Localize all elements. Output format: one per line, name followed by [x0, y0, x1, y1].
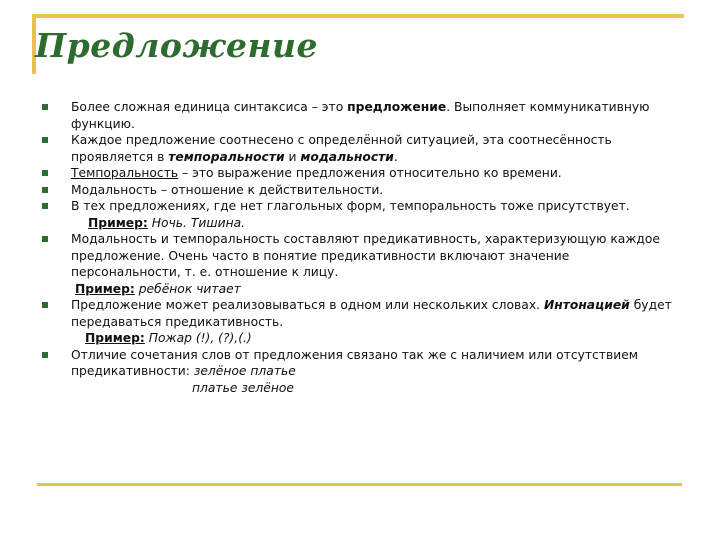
bullet-text: Более сложная единица синтаксиса – это [71, 100, 348, 114]
bullet-item [42, 231, 682, 297]
example-line [71, 281, 682, 298]
bullet-text: Модальность и темпоральность составляют предикативность, характеризующую каждое предложение. Очень часто в понятие предикативности включают значение персональности, т. е. отношение к лицу. [71, 232, 661, 279]
example-line [71, 215, 682, 232]
example-text: Ночь. Тишина. [147, 215, 246, 230]
term-bold-italic: Интонацией [543, 298, 630, 312]
example-label: Пример: [85, 331, 145, 345]
bullet-square-icon [42, 137, 48, 143]
example-label: Пример: [75, 281, 135, 296]
example-line: платье зелёное [192, 380, 294, 395]
example-text: зелёное платье [193, 364, 296, 378]
bullet-text: – это выражение предложения относительно ко времени. [178, 166, 562, 180]
term-underlined: Темпоральность [71, 166, 179, 180]
bullet-item [42, 182, 682, 199]
term-bold-italic: темпоральности [168, 149, 285, 164]
bullet-text: Модальность – отношение к действительности. [71, 182, 384, 197]
bullet-square-icon [42, 203, 48, 209]
frame-bottom-line [37, 483, 682, 486]
bullet-item [42, 347, 682, 397]
example-text: ребёнок читает [134, 281, 241, 296]
bullet-square-icon [42, 104, 48, 110]
bullet-item [42, 132, 682, 165]
bullet-square-icon [42, 236, 48, 242]
bullet-text: В тех предложениях, где нет глагольных форм, темпоральность тоже присутствует. [71, 199, 630, 213]
bullet-text: будет передаваться предикативность. [71, 298, 672, 329]
bullet-square-icon [42, 352, 48, 358]
example-line [71, 330, 682, 347]
term-bold: предложение [347, 100, 447, 114]
bullet-text: . Выполняет коммуникативную функцию. [71, 100, 650, 131]
bullet-square-icon [42, 170, 48, 176]
bullet-item [42, 99, 682, 132]
bullet-square-icon [42, 302, 48, 308]
bullet-list [42, 99, 682, 396]
slide-title: Предложение [35, 26, 318, 65]
example-text: Пожар (!), (?),(.) [144, 331, 252, 345]
bullet-text: Каждое предложение соотнесено с определённой ситуацией, эта соотнесённость проявляется в [71, 133, 612, 164]
bullet-item [42, 297, 682, 347]
frame-top-line [32, 14, 684, 18]
bullet-text: Предложение может реализовываться в одном или нескольких словах. [71, 298, 544, 312]
bullet-text: и [284, 149, 301, 164]
term-bold-italic: модальности [300, 149, 394, 164]
bullet-text: Отличие сочетания слов от предложения связано так же с наличием или отсутствием предикативности: [71, 347, 639, 378]
bullet-item [42, 198, 682, 231]
example-label: Пример: [88, 215, 148, 230]
bullet-text: . [393, 149, 398, 164]
bullet-square-icon [42, 187, 48, 193]
bullet-item [42, 165, 682, 182]
